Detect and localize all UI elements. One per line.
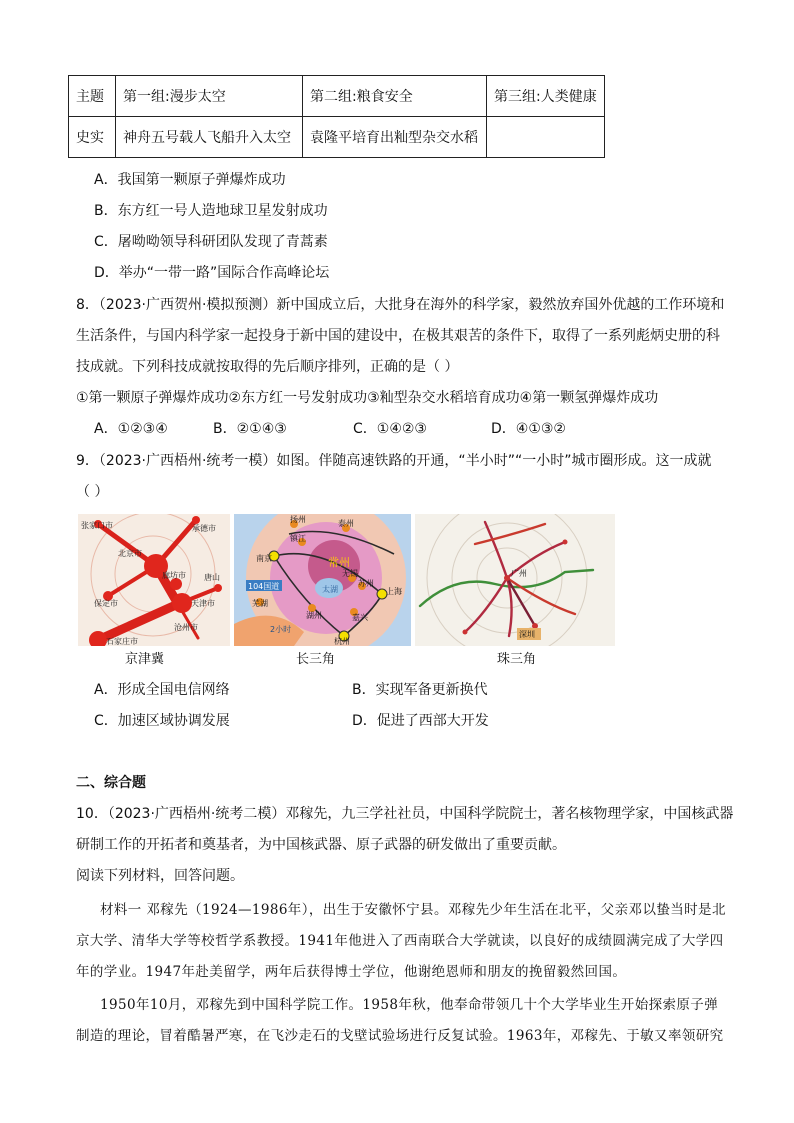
city-label: 南京: [256, 554, 272, 563]
caption-jingjinji: 京津冀: [125, 652, 165, 667]
city-label: 扬州: [290, 515, 306, 524]
table-cell: [487, 117, 605, 158]
city-label: 嘉兴: [352, 613, 368, 622]
material-line: 制造的理论，冒着酷暑严寒，在飞沙走石的戈壁试验场进行反复试验。1963年，邓稼先、于敏又率领研究: [76, 1028, 724, 1044]
lake-label: 太湖: [322, 585, 338, 594]
q7-option-b[interactable]: B．东方红一号人造地球卫星发射成功: [94, 203, 328, 219]
map-changsanjiao: [234, 514, 411, 646]
city-label: 保定市: [94, 599, 118, 608]
table-cell: 袁隆平培育出籼型杂交水稻: [303, 117, 487, 158]
q10-instruction: 阅读下列材料，回答问题。: [76, 868, 244, 884]
table-row: [69, 76, 605, 117]
table-cell: 第三组:人类健康: [487, 76, 605, 117]
city-label: 天津市: [191, 599, 215, 608]
q8-option-c[interactable]: C．①④②③: [353, 421, 427, 437]
city-label: 唐山: [204, 573, 220, 582]
city-label: 承德市: [192, 524, 216, 533]
q10-stem-line: 研制工作的开拓者和奠基者，为中国核武器、原子武器的研发做出了重要贡献。: [76, 837, 566, 853]
q8-stem-line: 8．（2023·广西贺州·模拟预测）新中国成立后，大批身在海外的科学家，毅然放弃国外优越的工作环境和: [76, 297, 725, 313]
q7-option-c[interactable]: C．屠呦呦领导科研团队发现了青蒿素: [94, 234, 328, 250]
city-label: 北京市: [118, 549, 142, 558]
material-line: 1950年10月，邓稼先到中国科学院工作。1958年秋，他奉命带领几十个大学毕业生开始探索原子弹: [100, 997, 719, 1013]
city-label: 上海: [386, 587, 402, 596]
q9-option-a[interactable]: A．形成全国电信网络: [94, 682, 230, 698]
city-label: 张家口市: [81, 521, 113, 530]
caption-zhusanjiao: 珠三角: [497, 652, 537, 667]
road-label: 104国道: [248, 582, 280, 591]
city-label: 泰州: [338, 519, 354, 528]
q9-stem-line: （ ）: [76, 484, 109, 500]
q8-statements: ①第一颗原子弹爆炸成功②东方红一号发射成功③籼型杂交水稻培育成功④第一颗氢弹爆炸成功: [76, 390, 659, 406]
city-label: 深圳: [519, 630, 535, 639]
ring-label: 2小时: [270, 625, 292, 634]
section-heading: 二、综合题: [76, 775, 146, 791]
map-zhusanjiao: [415, 514, 615, 646]
table-cell: 第二组:粮食安全: [303, 76, 487, 117]
city-label: 石家庄市: [106, 637, 138, 646]
q9-stem-line: 9．（2023·广西梧州·统考一模）如图。伴随高速铁路的开通，“半小时”“一小时”城市圈形成。这一成就: [76, 453, 712, 469]
city-label: 镇江: [290, 534, 306, 543]
map-jingjinji: [78, 514, 230, 646]
q10-stem-line: 10．（2023·广西梧州·统考二模）邓稼先，九三学社社员，中国科学院院士，著名核物理学家，中国核武器: [76, 806, 734, 822]
city-label: 无锡: [342, 569, 358, 578]
q8-option-a[interactable]: A．①②③④: [94, 421, 168, 437]
q8-stem-line: 技成就。下列科技成就按取得的先后顺序排列，正确的是（ ）: [76, 359, 459, 375]
q9-option-c[interactable]: C．加速区域协调发展: [94, 713, 230, 729]
q7-option-a[interactable]: A．我国第一颗原子弹爆炸成功: [94, 172, 286, 188]
material-line: 京大学、清华大学等校哲学系教授。1941年他进入了西南联合大学就读，以良好的成绩圆满完成了大学四: [76, 933, 724, 949]
city-label: 沧州市: [174, 623, 198, 632]
table-cell: 主题: [69, 76, 116, 117]
city-label: 芜湖: [252, 599, 268, 608]
q8-stem-line: 生活条件，与国内科学家一起投身于新中国的建设中，在极其艰苦的条件下，取得了一系列彪炳史册的科: [76, 328, 720, 344]
material-line: 材料一 邓稼先（1924—1986年），出生于安徽怀宁县。邓稼先少年生活在北平，父亲邓以蛰当时是北: [100, 902, 726, 918]
caption-changsanjiao: 长三角: [296, 652, 336, 667]
q8-option-b[interactable]: B．②①④③: [213, 421, 287, 437]
table-cell: 神舟五号载人飞船升入太空: [116, 117, 303, 158]
city-label: 广州: [511, 569, 527, 578]
q9-option-b[interactable]: B．实现军备更新换代: [352, 682, 488, 698]
q7-option-d[interactable]: D．举办“一带一路”国际合作高峰论坛: [94, 265, 330, 281]
city-label: 杭州: [334, 637, 350, 646]
city-label: 苏州: [358, 579, 374, 588]
table-cell: 史实: [69, 117, 116, 158]
material-line: 年的学业。1947年赴美留学，两年后获得博士学位，他谢绝恩师和朋友的挽留毅然回国。: [76, 964, 627, 980]
table-cell: 第一组:漫步太空: [116, 76, 303, 117]
city-label: 廊坊市: [162, 571, 186, 580]
topics-table: [68, 75, 605, 158]
city-label: 常州: [328, 556, 350, 569]
city-label: 湖州: [306, 611, 322, 620]
table-row: [69, 117, 605, 158]
q8-option-d[interactable]: D．④①③②: [491, 421, 566, 437]
q9-option-d[interactable]: D．促进了西部大开发: [352, 713, 489, 729]
